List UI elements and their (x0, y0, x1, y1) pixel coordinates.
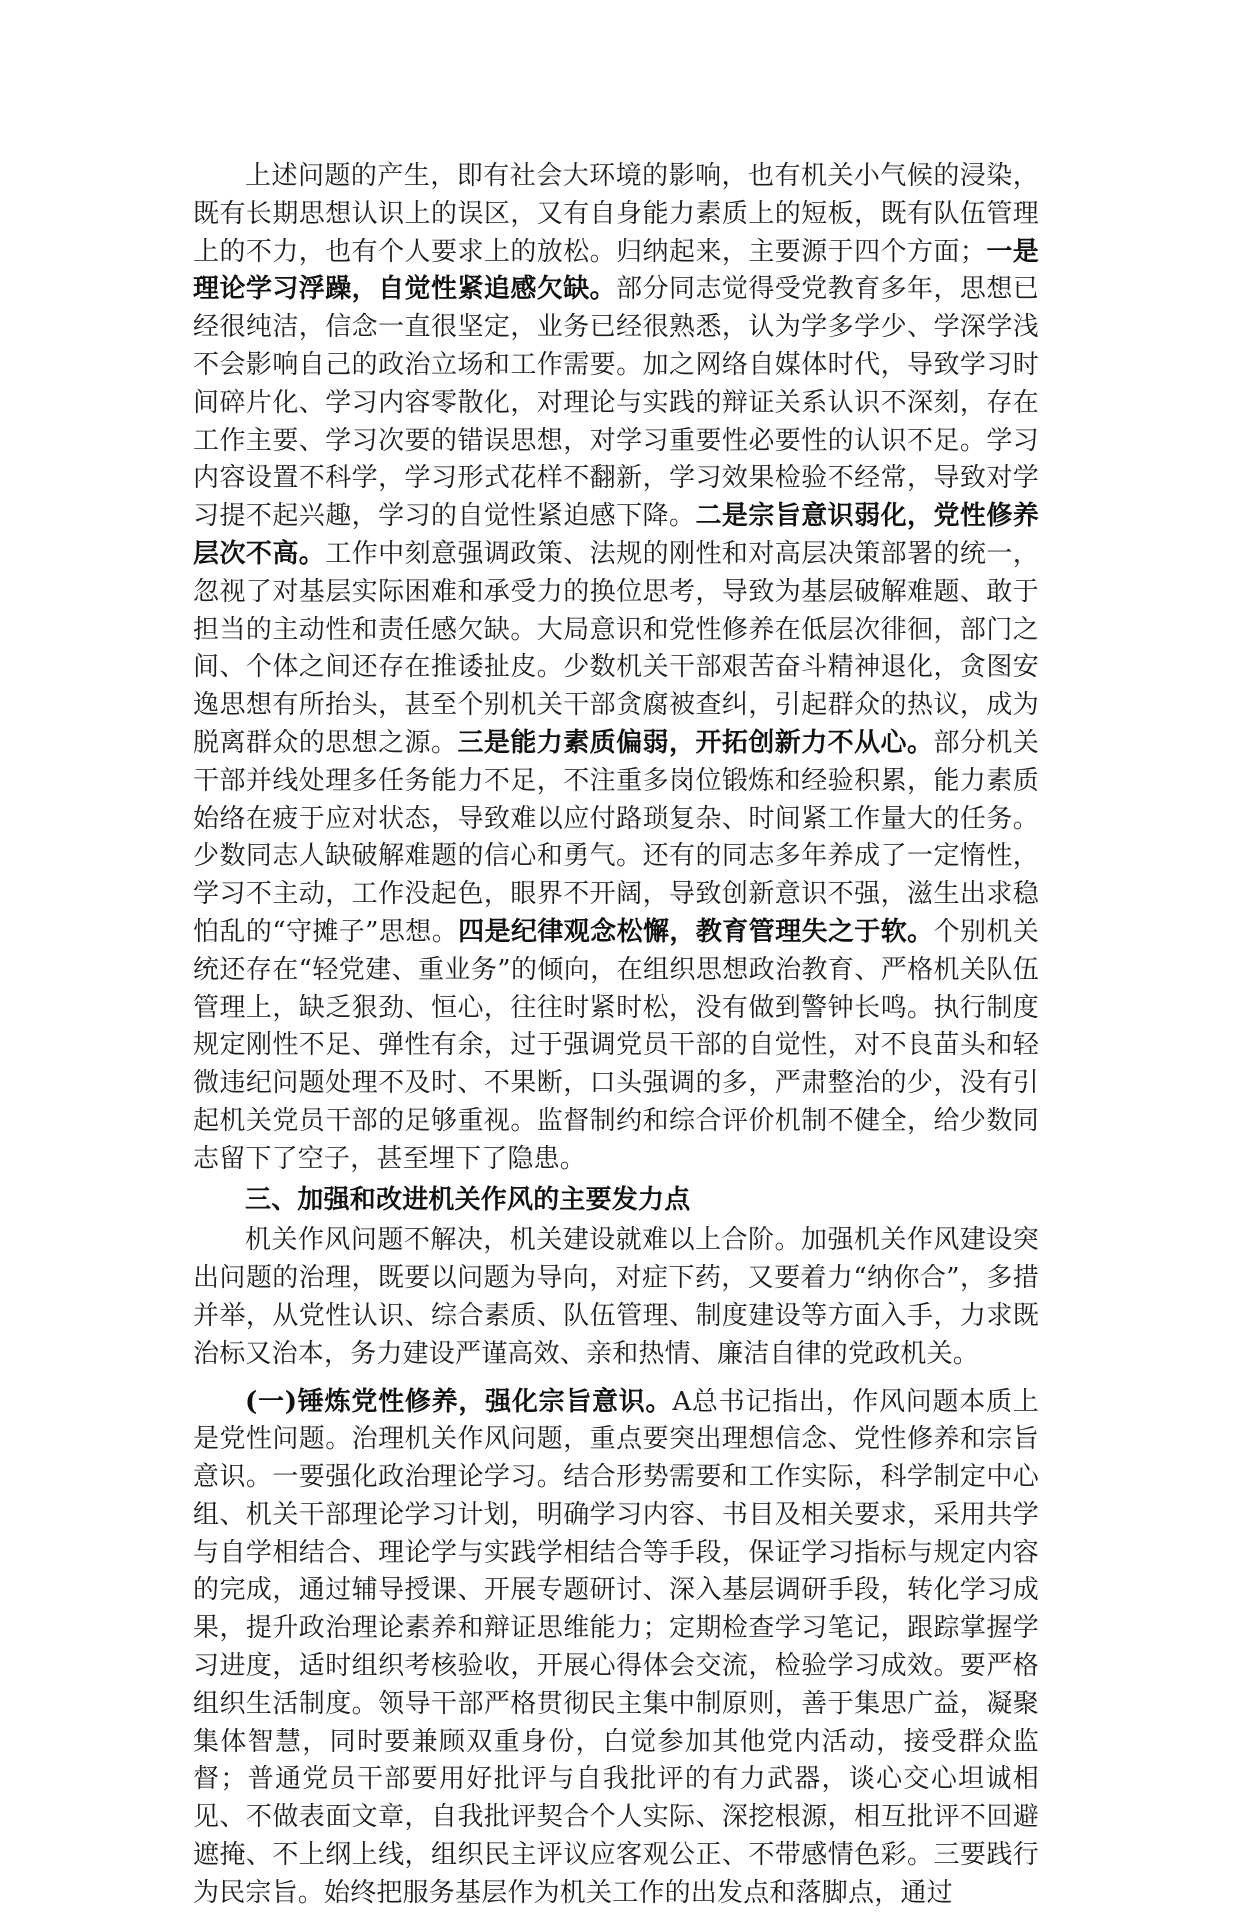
subsection-1-title: (一)锤炼党性修养，强化宗旨意识。 (245, 1386, 673, 1417)
cause-1-title: 一是理论学习浮躁，自觉性紧追感欠缺。 (193, 236, 1039, 305)
document-body (193, 158, 1039, 1913)
section-heading-3: 三、加强和改进机关作风的主要发力点 (245, 1184, 691, 1215)
cause-3-title: 三是能力素质偏弱，开拓创新力不从心。 (457, 727, 934, 758)
paragraph-causes-intro: 上述问题的产生，即有社会大环境的影响，也有机关小气候的浸染，既有长期思想认识上的误区，又有自身能力素质上的短板，既有队伍管理上的不力，也有个人要求上的放松。归纳起来，主要源于四个方面； (193, 161, 1039, 267)
paragraph-causes (193, 158, 1039, 1179)
cause-2-text: 工作中刻意强调政策、法规的刚性和对高层决策部署的统一，忽视了对基层实际困难和承受力的换位思考，导致为基层破解难题、敢于担当的主动性和责任感欠缺。大局意识和党性修养在低层次徘徊，部门之间、个体之间还存在推诿扯皮。少数机关干部艰苦奋斗精神退化，贪图安逸思想有所抬头，甚至个别机关干部贪腐被查纠，引起群众的热议，成为脱离群众的思想之源。 (193, 538, 1039, 758)
cause-4-text: 个别机关统还存在“轻党建、重业务”的倾向，在组织思想政治教育、严格机关队伍管理上，缺乏狠劲、恒心，往往时紧时松，没有做到警钟长鸣。执行制度规定刚性不足、弹性有余，过于强调党员干部的自觉性，对不良苗头和轻微违纪问题处理不及时、不果断，口头强调的多，严肃整治的少，没有引起机关党员干部的足够重视。监督制约和综合评价机制不健全，给少数同志留下了空子，甚至埋下了隐患。 (193, 916, 1039, 1174)
paragraph-section-intro: 机关作风问题不解决，机关建设就难以上合阶。加强机关作风建设突出问题的治理，既要以问题为导向，对症下药，又要着力“纳你合”，多措并举，从党性认识、综合素质、队伍管理、制度建设等方面入手，力求既治标又治本，务力建设严谨高效、亲和热情、廉洁自律的党政机关。 (193, 1225, 1039, 1369)
paragraph-subsection-1 (193, 1384, 1039, 1913)
cause-2-title: 二是宗旨意识弱化，党性修养层次不高。 (193, 501, 1039, 569)
cause-4-title: 四是纪律观念松懈，教育管理失之于软。 (458, 916, 934, 947)
cause-3-text: 部分机关干部并线处理多任务能力不足，不注重多岗位锻炼和经验积累，能力素质始络在疲于应对状态，导致难以应付路琐复杂、时间紧工作量大的任务。少数同志人缺破解难题的信心和勇气。还有的同志多年养成了一定惰性，学习不主动，工作没起色，眼界不开阔，导致创新意识不强，滋生出求稳怕乱的“守摊子”思想。 (193, 727, 1039, 947)
cause-1-text: 部分同志觉得受党教育多年，思想已经很纯洁，信念一直很坚定，业务已经很熟悉，认为学多学少、学深学浅不会影响自己的政治立场和工作需要。加之网络自媒体时代，导致学习时间碎片化、学习内容零散化，对理论与实践的辩证关系认识不深刻，存在工作主要、学习次要的错误思想，对学习重要性必要性的认识不足。学习内容设置不科学，学习形式花样不翻新，学习效果检验不经常，导致对学习提不起兴趣，学习的自觉性紧迫感下降。 (193, 274, 1039, 532)
subsection-1-text: A总书记指出，作风问题本质上是党性问题。治理机关作风问题，重点要突出理想信念、党性修养和宗旨意识。一要强化政治理论学习。结合形势需要和工作实际，科学制定中心组、机关干部理论学习计划，明确学习内容、书目及相关要求，采用共学与自学相结合、理论学与实践学相结合等手段，保证学习指标与规定内容的完成，通过辅导授课、开展专题研讨、深入基层调研手段，转化学习成果，提升政治理论素养和辩证思维能力；定期检查学习笔记，跟踪掌握学习进度，适时组织考核验收，开展心得体会交流，检验学习成效。要严格组织生活制度。领导干部严格贯彻民主集中制原则，善于集思广益，凝聚集体智慧，同时要兼顾双重身份，白觉参加其他党内活动，接受群众监督；普通党员干部要用好批评与自我批评的有力武器，谈心交心坦诚相见、不做表面文章，自我批评契合个人实际、深挖根源，相互批评不回避遮掩、不上纲上线，组织民主评议应客观公正、不带感情色彩。三要践行为民宗旨。始终把服务基层作为机关工作的出发点和落脚点，通过 (193, 1386, 1039, 1908)
